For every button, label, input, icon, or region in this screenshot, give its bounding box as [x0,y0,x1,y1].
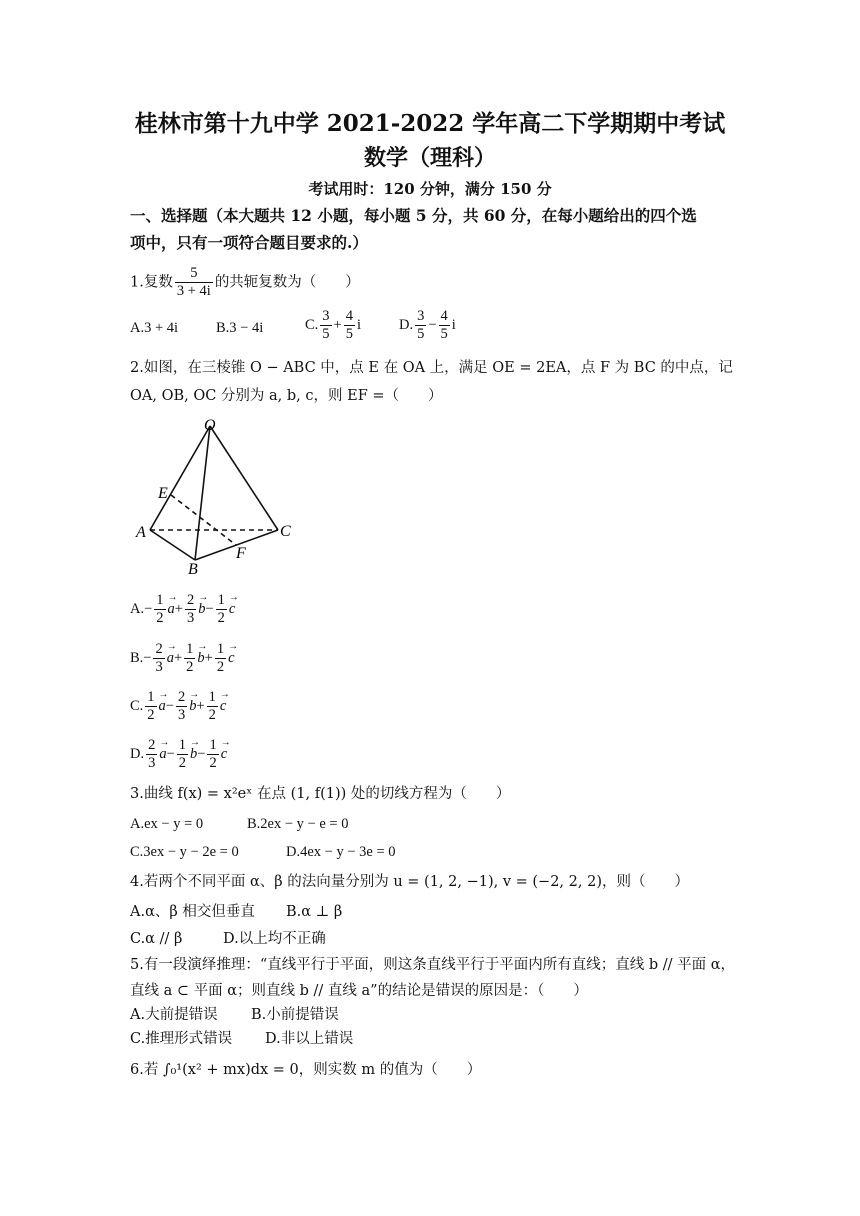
q1-option-d-label: D. [399,316,414,333]
q4-line: 4.若两个不同平面 α、β 的法向量分别为 u = (1, 2, −1), v = (−2, 2, 2)，则（ ） [130,874,689,890]
section-heading-line2: 项中，只有一项符合题目要求的.） [130,233,368,252]
q1-option-a: A.3 + 4i [130,320,179,336]
label-B: B [188,561,198,578]
label-A: A [136,524,146,541]
q1-option-c-label: C. [305,316,319,333]
subject-title: 数学（理科） [363,145,496,171]
q3-line: 3.曲线 f(x) = x²eˣ 在点 (1, f(1)) 处的切线方程为（ ） [130,786,511,802]
q2-option-c: C. $\frac{1}{2}$ → a− $\frac{2}{3}$ → b+ $\frac{1}{2}$ → c [130,689,226,724]
q5-line1: 5.有一段演绎推理：“直线平行于平面，则这条直线平行于平面内所有直线；直线 b // 平面 α， [130,957,736,973]
q5-option-c: C.推理形式错误 [130,1031,233,1047]
q4-option-d: D.以上均不正确 [223,931,326,947]
q4-option-c: C.α // β [130,931,183,947]
q5-option-d: D.非以上错误 [265,1031,354,1047]
exam-info: 考试用时：120 分钟，满分 150 分 [308,180,552,198]
q1-suffix: 的共轭复数为（ ） [214,274,360,291]
section-heading-line1: 一、选择题（本大题共 12 小题，每小题 5 分，共 60 分，在每小题给出的四个选 [130,206,697,225]
q1-option-b: B.3 − 4i [216,320,264,336]
q3-option-d: D.4ex − y − 3e = 0 [286,844,396,860]
q1-option-d: D. $\frac{3}{5}$ − $\frac{4}{5}$ i [399,308,456,342]
q2-option-d: D. $\frac{2}{3}$ → a− $\frac{1}{2}$ → b− $\frac{1}{2}$ → c [130,737,227,772]
q3-option-a: A.ex − y = 0 [130,816,204,832]
q5-option-a: A.大前提错误 [130,1007,218,1023]
q1-prefix: 1.复数 [130,274,173,291]
q2-line1: 2.如图，在三棱锥 O − ABC 中，点 E 在 OA 上，满足 OE = 2EA，点 F 为 BC 的中点，记 [130,360,733,376]
q2-option-b: B.− $\frac{2}{3}$ → a+ $\frac{1}{2}$ → b+ $\frac{1}{2}$ → c [130,641,235,676]
q2-line2: OA, OB, OC 分别为 a, b, c，则 EF =（ ） [130,388,443,404]
q6-line: 6.若 ∫₀¹(x² + mx)dx = 0，则实数 m 的值为（ ） [130,1062,482,1078]
q1-frac-num: 5 [175,265,213,283]
q1-option-c: C. $\frac{3}{5}$ + $\frac{4}{5}$ i [305,308,362,342]
q3-option-b: B.2ex − y − e = 0 [247,816,349,832]
exam-title: 桂林市第十九中学 2021-2022 学年高二下学期期中考试 [134,110,726,137]
q5-option-b: B.小前提错误 [251,1007,339,1023]
q1-fraction [175,265,213,300]
label-C: C [280,523,291,540]
q3-option-c: C.3ex − y − 2e = 0 [130,844,239,860]
q2-option-a: A.− $\frac{1}{2}$ → a+ $\frac{2}{3}$ → b− $\frac{1}{2}$ → c [130,592,235,627]
q4-option-a: A.α、β 相交但垂直 [130,904,255,920]
label-O: O [204,417,216,434]
label-E: E [158,485,168,502]
label-F: F [236,545,246,562]
question-1 [130,265,360,300]
q4-option-b: B.α ⊥ β [286,904,343,920]
tetrahedron-figure [128,412,308,582]
q5-line2: 直线 a ⊂ 平面 α；则直线 b // 直线 a”的结论是错误的原因是：（ ） [130,983,588,999]
q1-frac-den: 3 + 4i [176,283,211,299]
